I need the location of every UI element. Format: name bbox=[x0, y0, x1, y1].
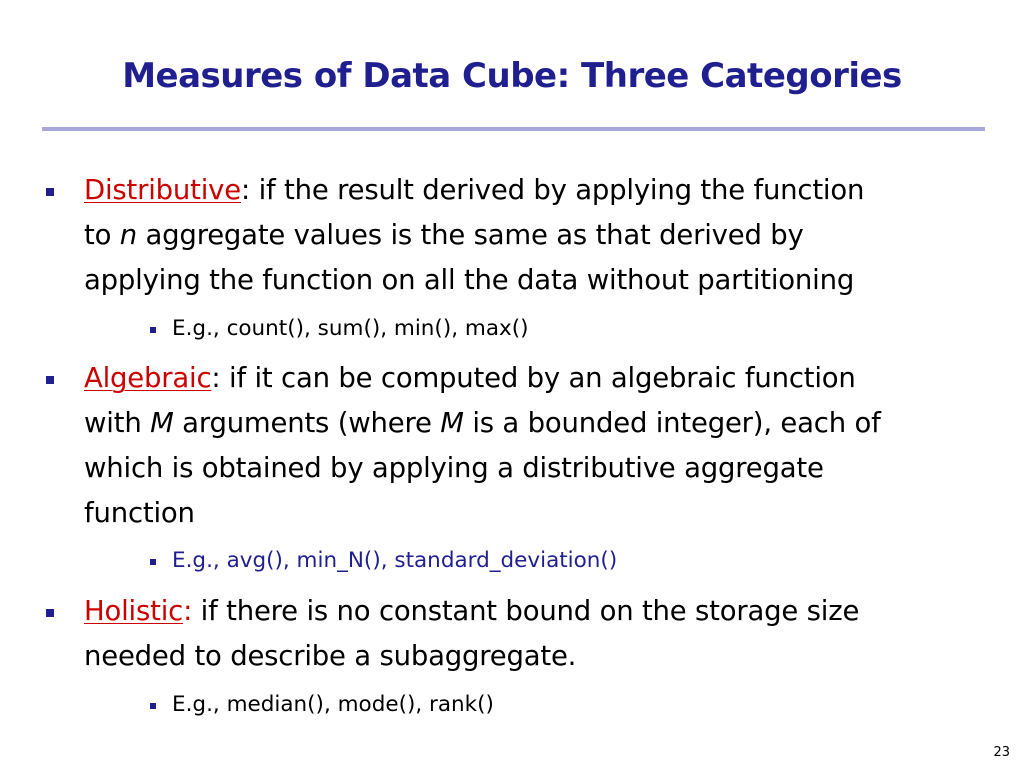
bullet-text: : if the result derived by applying the function bbox=[240, 174, 865, 206]
bullet-text: with bbox=[84, 407, 151, 439]
sub-bullet-square-icon bbox=[150, 559, 156, 565]
bullet-text: : if it can be computed by an algebraic function bbox=[211, 362, 856, 394]
bullet-square-icon bbox=[46, 376, 54, 384]
example-holistic bbox=[172, 689, 872, 721]
bullet-holistic bbox=[84, 589, 984, 679]
bullet-square-icon bbox=[46, 188, 54, 196]
bullet-text: if there is no constant bound on the storage size bbox=[192, 595, 860, 627]
bullet-text: to bbox=[84, 219, 120, 251]
bullet-distributive bbox=[84, 168, 984, 303]
bullet-text: arguments (where bbox=[173, 407, 441, 439]
example-distributive bbox=[172, 313, 872, 345]
bullet-text: which is obtained by applying a distributive aggregate bbox=[84, 452, 824, 484]
bullet-square-icon bbox=[46, 609, 54, 617]
bullet-text: aggregate values is the same as that derived by bbox=[136, 219, 804, 251]
bullet-text: function bbox=[84, 497, 195, 529]
variable-m: M bbox=[150, 407, 174, 439]
slide-title: Measures of Data Cube: Three Categories bbox=[122, 56, 902, 96]
page-number: 23 bbox=[993, 745, 1010, 760]
bullet-text: is a bounded integer), each of bbox=[463, 407, 881, 439]
sub-bullet-square-icon bbox=[150, 703, 156, 709]
bullet-text: needed to describe a subaggregate. bbox=[84, 640, 577, 672]
term-algebraic: Algebraic bbox=[84, 362, 212, 394]
example-algebraic bbox=[172, 545, 872, 577]
variable-n: n bbox=[119, 219, 137, 251]
term-holistic: Holistic bbox=[84, 595, 184, 627]
example-text: E.g., median(), mode(), rank() bbox=[172, 692, 494, 717]
bullet-algebraic bbox=[84, 356, 984, 536]
sub-bullet-square-icon bbox=[150, 327, 156, 333]
example-text: E.g., count(), sum(), min(), max() bbox=[172, 316, 529, 341]
term-distributive: Distributive bbox=[84, 174, 241, 206]
variable-m: M bbox=[440, 407, 464, 439]
term-colon: : bbox=[183, 595, 193, 627]
bullet-text: applying the function on all the data without partitioning bbox=[84, 264, 855, 296]
example-text: E.g., avg(), min_N(), standard_deviation() bbox=[172, 548, 618, 573]
